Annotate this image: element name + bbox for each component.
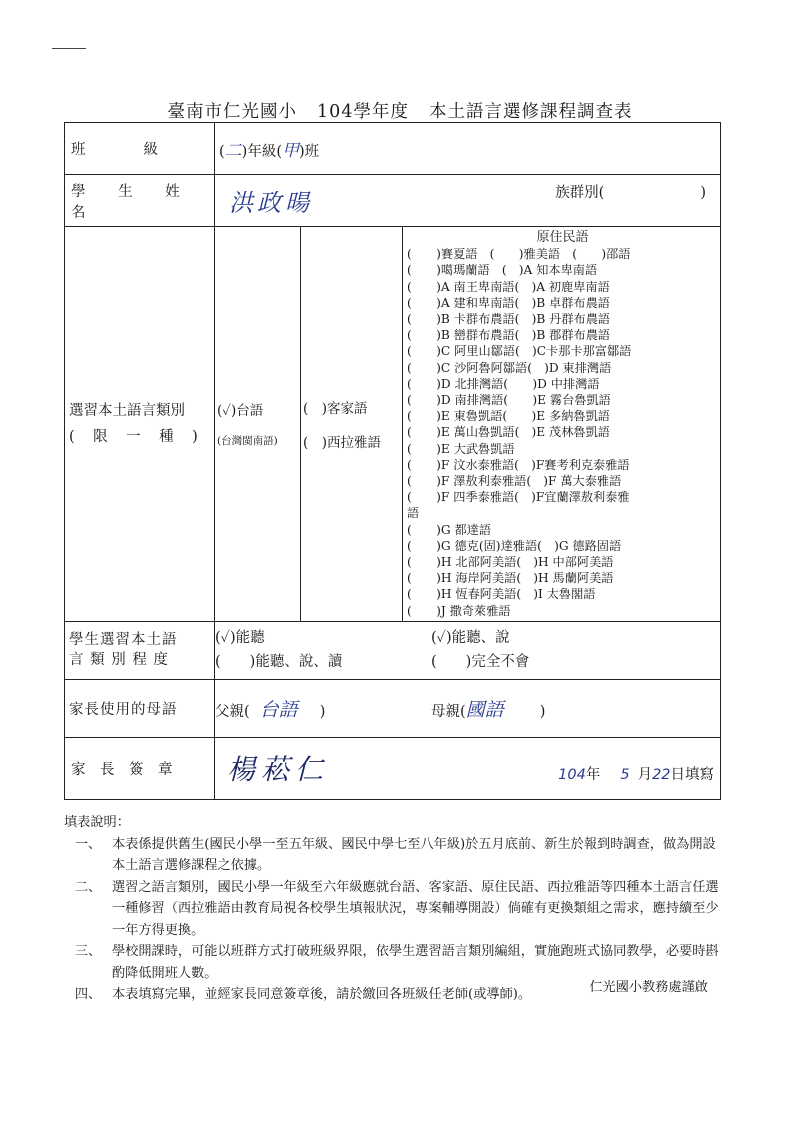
survey-table: [64, 122, 721, 800]
instruction-number: 三、: [74, 944, 102, 959]
class-close: )班: [299, 144, 320, 160]
class-label: 班 級: [71, 142, 158, 158]
level-options-cell: [215, 621, 721, 679]
indigenous-option[interactable]: 語: [407, 506, 420, 521]
level-label-line2: 言 類 別 程 度: [69, 652, 169, 669]
indigenous-option[interactable]: ( )C 沙阿魯阿鄒語( )D 東排灣語: [407, 360, 612, 375]
taiwanese-note: (台灣閩南語): [217, 435, 278, 448]
instruction-number: 二、: [74, 879, 102, 895]
indigenous-option[interactable]: ( )E 萬山魯凱語( )E 茂林魯凱語: [407, 425, 610, 440]
class-value-cell[interactable]: [215, 123, 721, 175]
ethnic-close: ): [700, 185, 707, 201]
class-row: [65, 123, 721, 175]
mother-label: 母親(: [431, 703, 466, 720]
instruction-text: 選習之語言類別，國民小學一年級至六年級應就台語、客家語、原住民語、西拉雅語等四種本土語言任選一種修習（西拉雅語由教育局視各校學生填報狀況，專案輔導開設）倘確有更換類組之需求，應持續至少一年方得更換。: [112, 879, 719, 938]
indigenous-option[interactable]: ( )E 大武魯凱語: [407, 441, 515, 456]
instruction-item: [64, 834, 724, 877]
mother-tongue-label-cell: [65, 679, 215, 737]
instructions-heading: 填表說明：: [64, 815, 130, 830]
mother-tongue-label: 家長使用的母語: [69, 701, 178, 718]
indigenous-option[interactable]: ( )E 東魯凱語( )E 多納魯凱語: [407, 409, 610, 424]
indigenous-cell: [403, 227, 721, 622]
instruction-text: 學校開課時，可能以班群方式打破班級界限，依學生選習語言類別編組，實施跑班式協同教學，必要時斟酌降低開班人數。: [112, 944, 719, 981]
level-row: [65, 621, 721, 679]
instruction-item: [64, 877, 724, 942]
taiwanese-cell[interactable]: [215, 227, 301, 622]
date-year[interactable]: 104: [558, 767, 586, 784]
father-language[interactable]: [215, 695, 431, 722]
taiwanese-option[interactable]: (✓)台語: [217, 403, 264, 420]
fill-date: [558, 763, 714, 788]
mother-language[interactable]: [431, 695, 545, 722]
language-label-cell: [65, 227, 215, 622]
indigenous-option[interactable]: ( )噶瑪蘭語 ( )A 知本卑南語: [407, 263, 598, 278]
name-row: [65, 175, 721, 227]
level-label-line1: 學生選習本土語: [69, 632, 178, 649]
language-label-line1: 選習本土語言類別: [69, 402, 185, 419]
indigenous-option[interactable]: ( )A 南王卑南語( )A 初鹿卑南語: [407, 279, 610, 294]
mother-tongue-value-cell: [215, 679, 721, 737]
indigenous-option[interactable]: ( )D 北排灣語( )D 中排灣語: [407, 376, 600, 391]
grade-value[interactable]: 二: [224, 141, 242, 161]
indigenous-header: 原住民語: [536, 230, 589, 245]
ethnic-group[interactable]: [555, 181, 706, 202]
father-value[interactable]: 台語: [259, 698, 298, 721]
mother-close: ): [539, 703, 546, 720]
name-value-cell[interactable]: [215, 175, 721, 227]
indigenous-option[interactable]: ( )H 恆春阿美語( )I 太魯閣語: [407, 587, 596, 602]
indigenous-option[interactable]: ( )D 南排灣語( )E 霧台魯凱語: [407, 393, 611, 408]
date-month-unit: 月: [637, 767, 653, 784]
indigenous-option[interactable]: ( )G 都達語: [407, 522, 492, 537]
hakka-option[interactable]: ( )客家語: [303, 400, 368, 417]
instruction-text: 本表填寫完畢，並經家長同意簽章後，請於繳回各班級任老師(或導師)。: [112, 987, 532, 1002]
class-label-cell: [65, 123, 215, 175]
father-close: ): [319, 703, 326, 720]
language-label-line2: ( 限 一 種 ): [69, 428, 200, 445]
indigenous-options: [403, 227, 720, 621]
signature-label: 家 長 簽 章: [71, 761, 173, 778]
mother-tongue-row: [65, 679, 721, 737]
date-day-unit: 日填寫: [670, 767, 715, 784]
grade-open: (: [219, 144, 225, 160]
page-title: [0, 98, 800, 123]
name-label: 學 生 姓 名: [71, 183, 194, 221]
indigenous-option[interactable]: ( )H 北部阿美語( )H 中部阿美語: [407, 555, 614, 570]
mother-value[interactable]: 國語: [465, 698, 504, 721]
level-option-listen-speak-read[interactable]: ( )能聽、說、讀: [215, 654, 343, 671]
signature-row: [65, 737, 721, 799]
indigenous-option[interactable]: ( )F 澤敖利泰雅語( )F 萬大泰雅語: [407, 474, 622, 489]
corner-mark: [52, 48, 86, 49]
signature-label-cell: [65, 737, 215, 799]
instruction-number: 四、: [74, 987, 102, 1002]
indigenous-option[interactable]: ( )C 阿里山鄒語( )C卡那卡那富鄒語: [407, 344, 632, 359]
hakka-spanish-cell[interactable]: [301, 227, 403, 622]
ethnic-label: 族群別(: [555, 185, 605, 201]
title-year: 104學年度: [317, 102, 409, 122]
indigenous-option[interactable]: ( )H 海岸阿美語( )H 馬蘭阿美語: [407, 571, 614, 586]
indigenous-option[interactable]: ( )B 卡群布農語( )B 丹群布農語: [407, 312, 611, 327]
student-name[interactable]: 洪政暘: [229, 189, 313, 217]
spanish-option[interactable]: ( )西拉雅語: [303, 434, 382, 451]
indigenous-option[interactable]: ( )J 撒奇萊雅語: [407, 603, 511, 618]
instruction-number: 一、: [74, 836, 102, 852]
title-school: 臺南市仁光國小: [167, 102, 298, 122]
instruction-text: 本表係提供舊生(國民小學一至五年級、國民中學七至八年級)於五月底前、新生於報到時調查，做為開設本土語言選修課程之依據。: [112, 836, 716, 873]
date-day[interactable]: 22: [652, 767, 671, 784]
indigenous-option[interactable]: ( )F 四季泰雅語( )F宜蘭澤敖利泰雅: [407, 490, 630, 505]
date-month[interactable]: 5: [620, 767, 630, 784]
class-value[interactable]: 甲: [282, 141, 299, 161]
name-label-cell: [65, 175, 215, 227]
level-label-cell: [65, 621, 215, 679]
office-signature: 仁光國小教務處謹啟: [589, 980, 708, 995]
signature-value-cell[interactable]: [215, 737, 721, 799]
parent-signature[interactable]: 楊菘仁: [227, 753, 330, 787]
language-row: [65, 227, 721, 622]
indigenous-option[interactable]: ( )賽夏語 ( )雅美語 ( )邵語: [407, 247, 631, 262]
title-name: 本土語言選修課程調查表: [428, 102, 633, 122]
father-label: 父親(: [215, 703, 250, 720]
level-option-listen[interactable]: (✓)能聽: [215, 630, 265, 647]
level-option-none[interactable]: ( )完全不會: [431, 654, 530, 671]
grade-close: )年級(: [241, 144, 282, 160]
indigenous-option[interactable]: ( )G 德克(固)達雅語( )G 德路固語: [407, 538, 622, 553]
indigenous-option[interactable]: ( )F 汶水泰雅語( )F賽考利克泰雅語: [407, 457, 630, 472]
date-year-unit: 年: [585, 767, 601, 784]
level-option-listen-speak[interactable]: (✓)能聽、說: [431, 630, 510, 647]
indigenous-option[interactable]: ( )B 巒群布農語( )B 郡群布農語: [407, 328, 611, 343]
indigenous-option[interactable]: ( )A 建和卑南語( )B 卓群布農語: [407, 295, 610, 310]
